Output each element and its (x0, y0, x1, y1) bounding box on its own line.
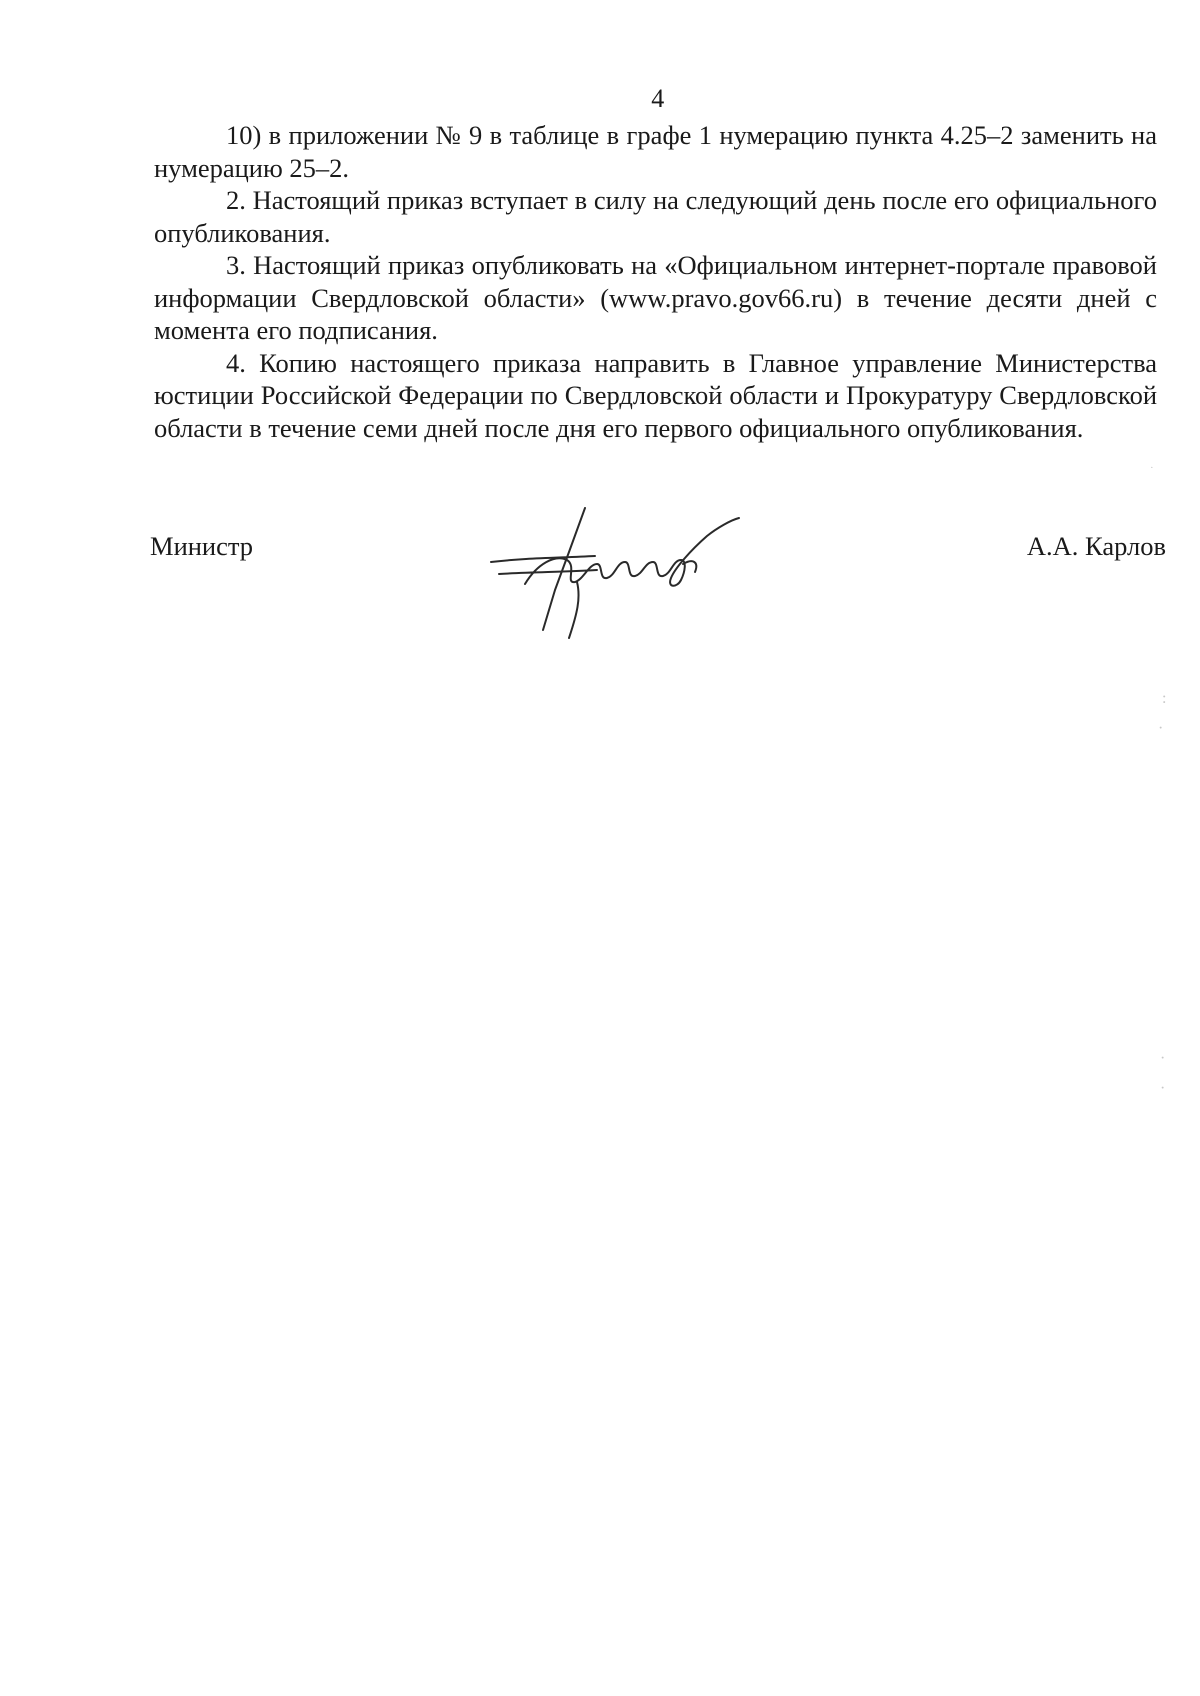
signatory-name: А.А. Карлов (1026, 531, 1166, 561)
page-number: 4 (651, 84, 665, 113)
document-body (154, 119, 1157, 444)
paragraph-publication: 3. Настоящий приказ опубликовать на «Официальном интернет-портале правовой информации Свердловской области» (www.pravo.gov66.ru) в течение десяти дней с момента его подписания. (154, 250, 1157, 345)
handwritten-signature (485, 502, 755, 642)
paragraph-copy-distribution: 4. Копию настоящего приказа направить в Главное управление Министерства юстиции Российской Федерации по Свердловской области и Прокуратуру Свердловской области в течение семи дней после дня его первого официального опубликования. (154, 347, 1157, 443)
paragraph-item-10: 10) в приложении № 9 в таблице в графе 1 нумерацию пункта 4.25–2 заменить на нумерацию 25–2. (154, 120, 1157, 183)
scan-artifacts: · : · · · (1150, 462, 1167, 1097)
signatory-position: Министр (150, 531, 254, 561)
paragraph-effective-date: 2. Настоящий приказ вступает в силу на следующий день после его официального опубликования. (154, 185, 1157, 248)
